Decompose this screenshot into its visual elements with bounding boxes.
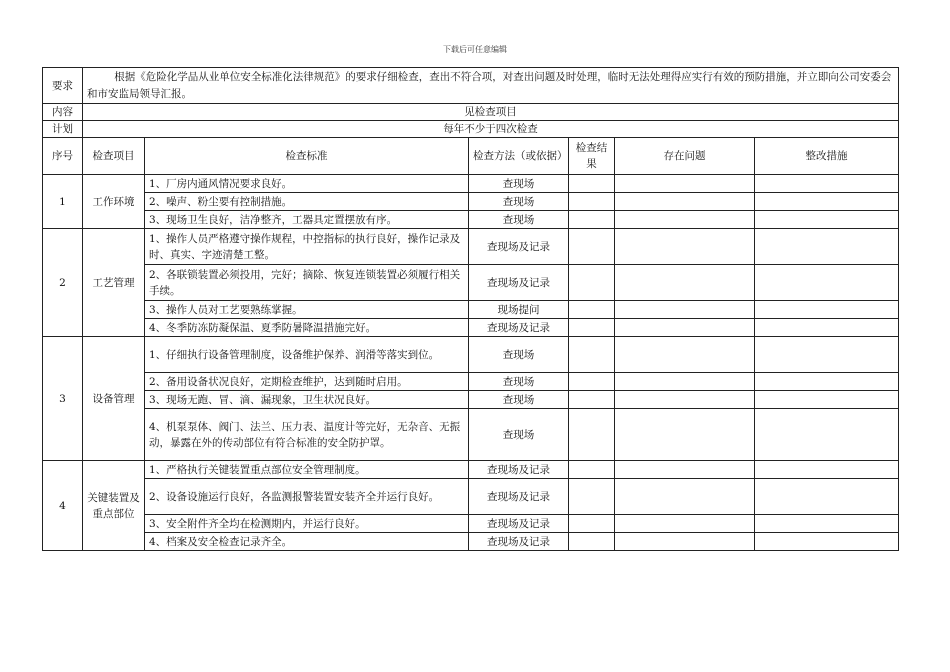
table-row	[43, 265, 899, 301]
table-row	[43, 391, 899, 409]
issues-cell[interactable]	[615, 409, 755, 461]
requirement-row	[43, 68, 899, 104]
check-standard: 1、操作人员严格遵守操作规程，中控指标的执行良好，操作记录及时、真实、字迹清楚工整。	[145, 229, 469, 265]
table-row	[43, 461, 899, 479]
group-item: 关键装置及重点部位	[83, 461, 145, 551]
group-number: 3	[43, 337, 83, 461]
table-row	[43, 229, 899, 265]
check-standard: 3、操作人员对工艺要熟练掌握。	[145, 301, 469, 319]
table-row	[43, 479, 899, 515]
issues-cell[interactable]	[615, 229, 755, 265]
check-standard: 4、冬季防冻防凝保温、夏季防暑降温措施完好。	[145, 319, 469, 337]
result-cell[interactable]	[569, 211, 615, 229]
issues-cell[interactable]	[615, 265, 755, 301]
table-row	[43, 193, 899, 211]
rectify-cell[interactable]	[755, 337, 899, 373]
check-method: 现场提问	[469, 301, 569, 319]
result-cell[interactable]	[569, 461, 615, 479]
table-row	[43, 533, 899, 551]
check-standard: 3、现场无跑、冒、滴、漏现象，卫生状况良好。	[145, 391, 469, 409]
check-method: 查现场	[469, 211, 569, 229]
rectify-cell[interactable]	[755, 265, 899, 301]
issues-cell[interactable]	[615, 533, 755, 551]
inspection-table	[42, 67, 899, 551]
result-cell[interactable]	[569, 301, 615, 319]
group-item: 工作环境	[83, 175, 145, 229]
result-cell[interactable]	[569, 409, 615, 461]
table-row	[43, 337, 899, 373]
check-standard: 2、噪声、粉尘要有控制措施。	[145, 193, 469, 211]
rectify-cell[interactable]	[755, 319, 899, 337]
col-header-rectify: 整改措施	[755, 138, 899, 175]
rectify-cell[interactable]	[755, 211, 899, 229]
group-number: 4	[43, 461, 83, 551]
check-standard: 2、设备设施运行良好，各监测报警装置安装齐全并运行良好。	[145, 479, 469, 515]
table-row	[43, 175, 899, 193]
check-standard: 1、厂房内通风情况要求良好。	[145, 175, 469, 193]
content-label: 内容	[43, 104, 83, 121]
header-note: 下载后可任意编辑	[443, 45, 507, 54]
table-row	[43, 301, 899, 319]
group-item: 设备管理	[83, 337, 145, 461]
rectify-cell[interactable]	[755, 515, 899, 533]
plan-label: 计划	[43, 121, 83, 138]
table-row	[43, 515, 899, 533]
check-method: 查现场及记录	[469, 479, 569, 515]
check-standard: 3、现场卫生良好，洁净整齐，工器具定置摆放有序。	[145, 211, 469, 229]
issues-cell[interactable]	[615, 337, 755, 373]
issues-cell[interactable]	[615, 211, 755, 229]
check-method: 查现场	[469, 373, 569, 391]
check-standard: 4、档案及安全检查记录齐全。	[145, 533, 469, 551]
check-standard: 4、机泵泵体、阀门、法兰、压力表、温度计等完好，无杂音、无振动，暴露在外的传动部位有符合标准的安全防护罩。	[145, 409, 469, 461]
result-cell[interactable]	[569, 515, 615, 533]
group-number: 1	[43, 175, 83, 229]
table-row	[43, 409, 899, 461]
result-cell[interactable]	[569, 373, 615, 391]
check-standard: 3、安全附件齐全均在检测期内，并运行良好。	[145, 515, 469, 533]
result-cell[interactable]	[569, 193, 615, 211]
content-row	[43, 104, 899, 121]
rectify-cell[interactable]	[755, 301, 899, 319]
group-item: 工艺管理	[83, 229, 145, 337]
rectify-cell[interactable]	[755, 479, 899, 515]
rectify-cell[interactable]	[755, 391, 899, 409]
check-method: 查现场	[469, 391, 569, 409]
check-method: 查现场	[469, 175, 569, 193]
content-value: 见检查项目	[83, 104, 899, 121]
check-standard: 2、备用设备状况良好，定期检查维护，达到随时启用。	[145, 373, 469, 391]
issues-cell[interactable]	[615, 461, 755, 479]
result-cell[interactable]	[569, 265, 615, 301]
result-cell[interactable]	[569, 337, 615, 373]
col-header-standard: 检查标准	[145, 138, 469, 175]
check-method: 查现场及记录	[469, 265, 569, 301]
col-header-item: 检查项目	[83, 138, 145, 175]
check-method: 查现场及记录	[469, 229, 569, 265]
issues-cell[interactable]	[615, 175, 755, 193]
check-standard: 1、严格执行关键装置重点部位安全管理制度。	[145, 461, 469, 479]
issues-cell[interactable]	[615, 301, 755, 319]
result-cell[interactable]	[569, 391, 615, 409]
issues-cell[interactable]	[615, 515, 755, 533]
result-cell[interactable]	[569, 479, 615, 515]
check-method: 查现场	[469, 193, 569, 211]
rectify-cell[interactable]	[755, 373, 899, 391]
check-method: 查现场	[469, 337, 569, 373]
table-row	[43, 319, 899, 337]
col-header-method: 检查方法（或依据）	[469, 138, 569, 175]
column-header-row	[43, 138, 899, 175]
check-method: 查现场及记录	[469, 515, 569, 533]
result-cell[interactable]	[569, 229, 615, 265]
check-method: 查现场及记录	[469, 533, 569, 551]
issues-cell[interactable]	[615, 373, 755, 391]
requirement-text: 根据《危险化学品从业单位安全标准化法律规范》的要求仔细检查，查出不符合项，对查出问题及时处理，临时无法处理得应实行有效的预防措施，并立即向公司安委会和市安监局领导汇报。	[83, 68, 899, 104]
check-standard: 2、各联锁装置必须投用，完好；摘除、恢复连锁装置必须履行相关手续。	[145, 265, 469, 301]
rectify-cell[interactable]	[755, 193, 899, 211]
issues-cell[interactable]	[615, 391, 755, 409]
rectify-cell[interactable]	[755, 533, 899, 551]
requirement-label: 要求	[43, 68, 83, 104]
table-row	[43, 373, 899, 391]
rectify-cell[interactable]	[755, 175, 899, 193]
col-header-no: 序号	[43, 138, 83, 175]
rectify-cell[interactable]	[755, 461, 899, 479]
issues-cell[interactable]	[615, 479, 755, 515]
check-method: 查现场	[469, 409, 569, 461]
issues-cell[interactable]	[615, 319, 755, 337]
result-cell[interactable]	[569, 533, 615, 551]
issues-cell[interactable]	[615, 193, 755, 211]
table-row	[43, 211, 899, 229]
rectify-cell[interactable]	[755, 409, 899, 461]
col-header-issues: 存在问题	[615, 138, 755, 175]
check-method: 查现场及记录	[469, 461, 569, 479]
rectify-cell[interactable]	[755, 229, 899, 265]
check-method: 查现场及记录	[469, 319, 569, 337]
col-header-result: 检查结果	[569, 138, 615, 175]
plan-row	[43, 121, 899, 138]
result-cell[interactable]	[569, 175, 615, 193]
group-number: 2	[43, 229, 83, 337]
result-cell[interactable]	[569, 319, 615, 337]
plan-value: 每年不少于四次检查	[83, 121, 899, 138]
check-standard: 1、仔细执行设备管理制度，设备维护保养、润滑等落实到位。	[145, 337, 469, 373]
